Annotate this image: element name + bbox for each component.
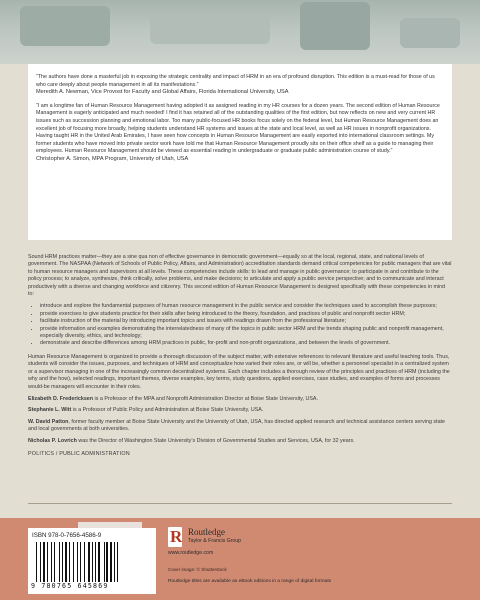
author-bios xyxy=(28,396,452,445)
barcode-bar xyxy=(62,542,63,582)
barcode-bar xyxy=(117,542,118,582)
endorsement-attribution: Christopher A. Simon, MPA Program, University of Utah, USA xyxy=(36,155,189,162)
barcode-bar xyxy=(115,542,116,582)
publisher-url[interactable]: www.routledge.com xyxy=(168,550,214,556)
isbn-label: ISBN 978-0-7656-4586-9 xyxy=(32,532,102,539)
barcode xyxy=(36,542,148,582)
barcode-bar xyxy=(56,542,58,582)
author-bio xyxy=(28,396,452,403)
endorsement-attribution: Meredith A. Newman, Vice Provost for Faculty and Global Affairs, Florida International University, USA xyxy=(36,89,289,96)
barcode-bar xyxy=(37,542,38,582)
author-name: Elizabeth D. Fredericksen xyxy=(28,395,94,402)
cover-credit: Cover image: © Shutterstock xyxy=(168,567,227,572)
list-item: • demonstrate and describe differences among HRM practices in public, for-profit and non-profit organizations, and between the levels of government. xyxy=(40,340,452,347)
subject-category: POLITICS / PUBLIC ADMINISTRATION xyxy=(28,450,130,457)
publisher-name: Routledge xyxy=(188,527,225,537)
divider xyxy=(28,503,452,504)
author-bio xyxy=(28,438,452,445)
photo-shape xyxy=(150,14,270,44)
description-closing: Human Resource Management is organized to provide a thorough discussion of the subject matter, with extensive references to relevant literature and useful teaching tools. Thus, students will consider the issues, purposes, and techniques of HRM and conceptualize how varied their roles are, or will be, whether a personnel specialist in a centralized system or a supervisor managing in one of the increasingly common decentralized systems. Each chapter includes a thorough review of the principles and practices of HRM (including the why and the how), selected readings, important themes, diverse examples, key terms, study questions, applied exercises, case studies, and examples of forms and processes would-be managers will encounter in their roles. xyxy=(28,353,450,390)
barcode-bar xyxy=(88,542,89,582)
competency-list xyxy=(28,303,452,347)
barcode-bar xyxy=(101,542,103,582)
photo-shape xyxy=(400,18,460,48)
barcode-bar xyxy=(110,542,111,582)
routledge-r-icon: R xyxy=(170,527,183,546)
publisher-group: Taylor & Francis Group xyxy=(188,538,242,544)
barcode-bar xyxy=(47,542,48,582)
barcode-bar xyxy=(52,542,53,582)
endorsement-quote: “I am a longtime fan of Human Resource Management having adopted it as assigned reading in my HR courses for a dozen years. The second edition of Human Resource Management is eagerly anticipated and much needed! I find it has retained all of the outstanding qualities of the first edition, but now reflects on new and very current HR issues such as succession planning and emotional labor. Too many public-focused HR books focus solely on the federal level, but Human Resource Management does an excellent job of focusing more broadly, helping students understand HR systems and issues at the state and local level, as well as HR issues in nonprofit organizations. Having taught HR in the United Arab Emirates, I have seen how concepts in Human Resource Management are easily exported into international classroom settings. My former students who have moved into private sector work have told me that Human Resource Management proudly sits on their office shelf as a guide to managing their employees. Human Resource Management should be viewed as essential reading in undergraduate or graduate public administration course of study.” xyxy=(36,102,440,155)
barcode-bar xyxy=(75,542,76,582)
barcode-bar xyxy=(106,542,107,582)
author-name: Nicholas P. Lovrich xyxy=(28,437,77,444)
barcode-bar xyxy=(85,542,87,582)
barcode-bar xyxy=(93,542,94,582)
photo-shape xyxy=(20,6,110,46)
barcode-bar xyxy=(80,542,81,582)
author-name: Stephanie L. Witt xyxy=(28,407,72,414)
author-bio-text: is a Professor of Public Policy and Administration at Boise State University, USA. xyxy=(71,407,264,414)
author-name: W. David Patton xyxy=(28,418,69,425)
cover-photo-strip xyxy=(0,0,480,64)
list-item: • facilitate instruction of the material by introducing important topics and issues with readings drawn from the professional literature; xyxy=(40,318,452,325)
description-intro: Sound HRM practices matter—they are a sine qua non of effective governance in democratic government—equally so at the local, regional, state, and national levels of government. The NASPAA (Network of Schools of Public Policy, Affairs, and Administration) accreditation standards demand critical competencies for public managers that are vital to human resource managers and supervisors at all levels. These competencies include skills: to lead and manage in public governance; to participate in and contribute to the policy process; to analyze, synthesize, think critically, solve problems, and make decisions; to articulate and apply a public service perspective; and to communicate and interact productively with a diverse and changing workforce and citizenry. This second edition of Human Resource Management is designed specifically with these competencies in mind to: xyxy=(28,254,452,298)
endorsements-box xyxy=(28,64,452,240)
author-bio-text: , former faculty member at Boise State University and the University of Utah, USA, has directed applied research and technical assistance centers serving state and local governments at both universities. xyxy=(28,418,446,433)
barcode-number: 9 780765 645869 xyxy=(31,582,109,590)
author-bio xyxy=(28,419,452,434)
author-bio-text: is a Professor of the MPA and Nonprofit Administration Director at Boise State University, USA. xyxy=(93,395,318,402)
list-item: • provide exercises to give students practice for their skills after being introduced to the theory, foundation, and practices of public and nonprofit sector HRM; xyxy=(40,311,452,318)
list-item: • provide information and examples demonstrating the interrelatedness of many of the topics in public sector HRM and the trends shaping public and nonprofit management, especially diversity, ethics, and technology; xyxy=(40,326,452,341)
author-bio-text: was the Director of Washington State University’s Division of Governmental Studies and Services, USA, for 32 years. xyxy=(76,437,355,444)
barcode-box xyxy=(28,528,156,594)
barcode-bar xyxy=(65,542,66,582)
barcode-bar xyxy=(71,542,73,582)
barcode-bar xyxy=(98,542,99,582)
photo-shape xyxy=(300,2,370,50)
routledge-logo xyxy=(168,527,182,547)
list-item: • introduce and explore the fundamental purposes of human resource management in the public service and consider the techniques used to accomplish these purposes; xyxy=(40,303,452,310)
barcode-bar xyxy=(43,542,45,582)
description xyxy=(28,254,452,458)
author-bio xyxy=(28,407,452,414)
endorsement-quote: “The authors have done a masterful job in exposing the strategic centrality and impact of HRM in an era of profound disruption. This edition is a must-read for those of us who care deeply about people management in all its manifestations.” xyxy=(36,74,435,88)
ebook-note: Routledge titles are available as eBook editions in a range of digital formats xyxy=(168,579,332,584)
